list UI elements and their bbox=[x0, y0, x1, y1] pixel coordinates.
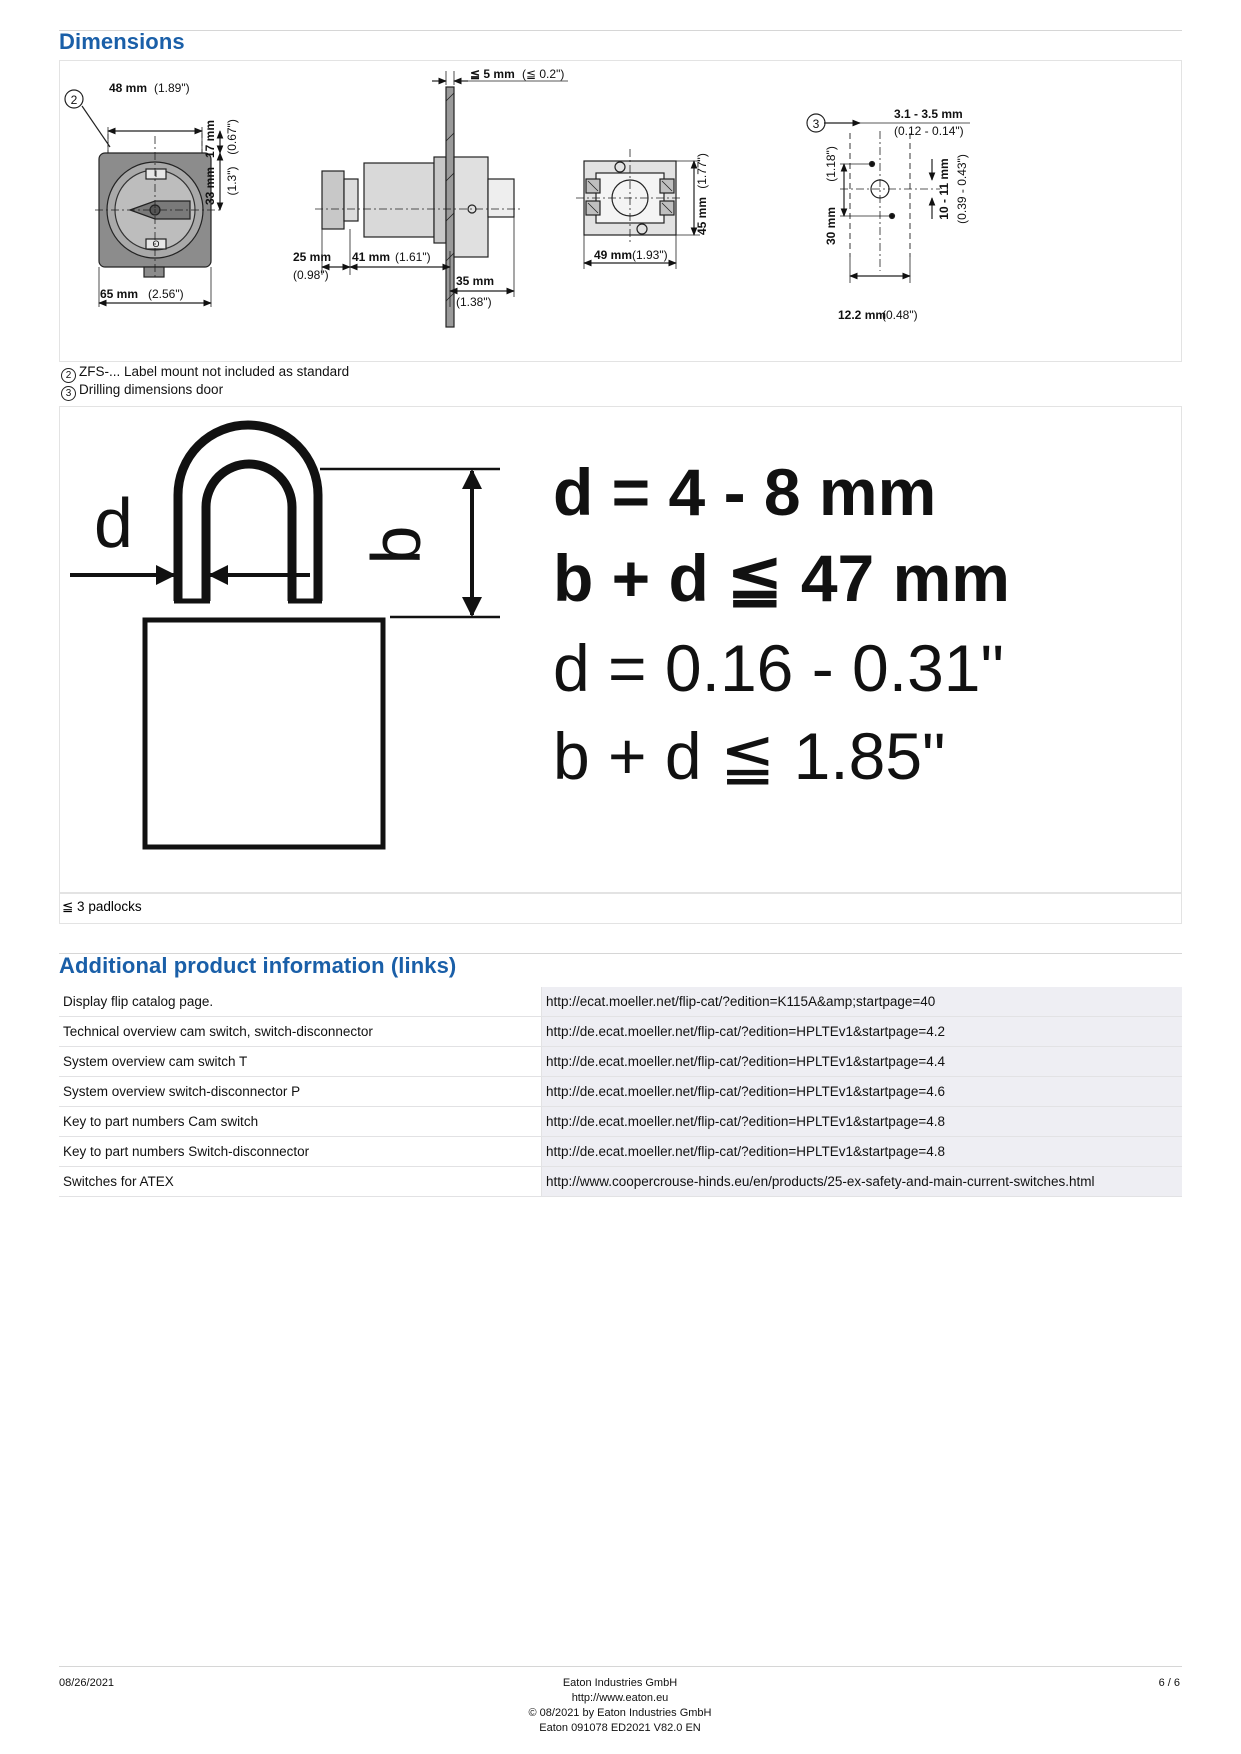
link-label: Key to part numbers Switch-disconnector bbox=[59, 1137, 542, 1167]
formula-in-bd: b + d ≦ 1.85" bbox=[553, 719, 946, 793]
svg-text:b: b bbox=[357, 525, 435, 565]
footer-doc-id: Eaton 091078 ED2021 V82.0 EN bbox=[539, 1722, 701, 1734]
dimension-drawing-panel bbox=[59, 60, 1182, 362]
svg-text:48 mm: 48 mm bbox=[109, 81, 148, 95]
svg-text:(1.18"): (1.18") bbox=[824, 146, 838, 182]
svg-text:d: d bbox=[94, 484, 133, 562]
svg-text:12.2 mm: 12.2 mm bbox=[838, 308, 887, 322]
svg-text:35 mm: 35 mm bbox=[456, 274, 495, 288]
dimension-drawings bbox=[60, 61, 1181, 361]
table-row bbox=[59, 1077, 1182, 1107]
link-url[interactable]: http://de.ecat.moeller.net/flip-cat/?edition=HPLTEv1&startpage=4.8 bbox=[542, 1137, 1183, 1167]
svg-text:≦ 5 mm: ≦ 5 mm bbox=[470, 67, 515, 81]
rear-view-drawing bbox=[576, 149, 709, 269]
section-divider bbox=[59, 30, 1182, 31]
links-table bbox=[59, 987, 1182, 1197]
link-url[interactable]: http://ecat.moeller.net/flip-cat/?edition=K115A&amp;startpage=40 bbox=[542, 987, 1183, 1017]
link-label: System overview cam switch T bbox=[59, 1047, 542, 1077]
svg-text:10 - 11 mm: 10 - 11 mm bbox=[937, 158, 951, 220]
link-label: Key to part numbers Cam switch bbox=[59, 1107, 542, 1137]
footer-copyright: © 08/2021 by Eaton Industries GmbH bbox=[528, 1707, 712, 1719]
drilling-drawing bbox=[807, 107, 970, 322]
footer-date: 08/26/2021 bbox=[59, 1677, 115, 1689]
footer-company: Eaton Industries GmbH bbox=[562, 1677, 678, 1689]
footer-center bbox=[420, 1676, 820, 1736]
note-text: Drilling dimensions door bbox=[79, 382, 224, 397]
dimensions-title: Dimensions bbox=[59, 29, 185, 54]
table-row bbox=[59, 1167, 1182, 1197]
svg-text:(1.93"): (1.93") bbox=[632, 248, 668, 262]
svg-text:2: 2 bbox=[70, 93, 78, 107]
link-label: Technical overview cam switch, switch-disconnector bbox=[59, 1017, 542, 1047]
svg-text:I: I bbox=[154, 169, 158, 179]
note-text: ZFS-... Label mount not included as standard bbox=[79, 364, 350, 379]
padlock-caption-row bbox=[59, 892, 1182, 924]
link-url[interactable]: http://de.ecat.moeller.net/flip-cat/?edition=HPLTEv1&startpage=4.2 bbox=[542, 1017, 1183, 1047]
link-url[interactable]: http://de.ecat.moeller.net/flip-cat/?edition=HPLTEv1&startpage=4.6 bbox=[542, 1077, 1183, 1107]
footer-divider bbox=[59, 1666, 1182, 1667]
link-label: Display flip catalog page. bbox=[59, 987, 542, 1017]
svg-text:25 mm: 25 mm bbox=[293, 250, 332, 264]
padlock-drawing bbox=[60, 407, 1181, 893]
svg-text:17 mm: 17 mm bbox=[203, 119, 217, 159]
footer-page-number: 6 / 6 bbox=[1158, 1677, 1180, 1689]
svg-text:(1.61"): (1.61") bbox=[395, 250, 431, 264]
formula-in-d: d = 0.16 - 0.31" bbox=[553, 631, 1004, 705]
svg-text:(0.48"): (0.48") bbox=[882, 308, 918, 322]
svg-text:(0.98"): (0.98") bbox=[293, 268, 329, 282]
svg-text:3.1 - 3.5 mm: 3.1 - 3.5 mm bbox=[894, 107, 963, 121]
svg-text:(2.56"): (2.56") bbox=[148, 287, 184, 301]
padlock-drawing-panel bbox=[59, 406, 1182, 894]
table-row bbox=[59, 1017, 1182, 1047]
side-view-drawing bbox=[293, 67, 568, 327]
link-url[interactable]: http://www.coopercrouse-hinds.eu/en/products/25-ex-safety-and-main-current-switches.html bbox=[542, 1167, 1183, 1197]
svg-text:30 mm: 30 mm bbox=[824, 206, 838, 246]
link-label: Switches for ATEX bbox=[59, 1167, 542, 1197]
svg-text:(1.38"): (1.38") bbox=[456, 295, 492, 309]
svg-text:33 mm: 33 mm bbox=[203, 166, 217, 206]
svg-text:(0.39 - 0.43"): (0.39 - 0.43") bbox=[955, 154, 969, 224]
svg-text:65 mm: 65 mm bbox=[100, 287, 139, 301]
svg-text:45 mm: 45 mm bbox=[695, 196, 709, 236]
link-label: System overview switch-disconnector P bbox=[59, 1077, 542, 1107]
note-label-mount bbox=[61, 364, 349, 383]
note-drilling bbox=[61, 382, 223, 401]
note-number-badge: 3 bbox=[61, 386, 76, 401]
svg-text:(≦ 0.2"): (≦ 0.2") bbox=[522, 67, 565, 81]
padlock-caption: ≦ 3 padlocks bbox=[62, 899, 142, 914]
formula-mm-d: d = 4 - 8 mm bbox=[553, 455, 937, 529]
table-row bbox=[59, 987, 1182, 1017]
svg-text:49 mm: 49 mm bbox=[594, 248, 633, 262]
table-row bbox=[59, 1107, 1182, 1137]
svg-text:(1.3"): (1.3") bbox=[225, 166, 239, 196]
formula-mm-bd: b + d ≦ 47 mm bbox=[553, 541, 1010, 615]
link-url[interactable]: http://de.ecat.moeller.net/flip-cat/?edition=HPLTEv1&startpage=4.4 bbox=[542, 1047, 1183, 1077]
svg-text:(1.77"): (1.77") bbox=[695, 153, 709, 189]
svg-text:41 mm: 41 mm bbox=[352, 250, 391, 264]
footer-website[interactable]: http://www.eaton.eu bbox=[571, 1692, 669, 1704]
svg-text:O: O bbox=[152, 239, 160, 249]
table-row bbox=[59, 1047, 1182, 1077]
front-view-drawing bbox=[65, 81, 239, 307]
table-row bbox=[59, 1137, 1182, 1167]
svg-text:3: 3 bbox=[812, 117, 820, 131]
svg-text:(0.67"): (0.67") bbox=[225, 119, 239, 155]
svg-text:(1.89"): (1.89") bbox=[154, 81, 190, 95]
note-number-badge: 2 bbox=[61, 368, 76, 383]
link-url[interactable]: http://de.ecat.moeller.net/flip-cat/?edition=HPLTEv1&startpage=4.8 bbox=[542, 1107, 1183, 1137]
links-title: Additional product information (links) bbox=[59, 953, 457, 978]
svg-text:(0.12 - 0.14"): (0.12 - 0.14") bbox=[894, 124, 964, 138]
